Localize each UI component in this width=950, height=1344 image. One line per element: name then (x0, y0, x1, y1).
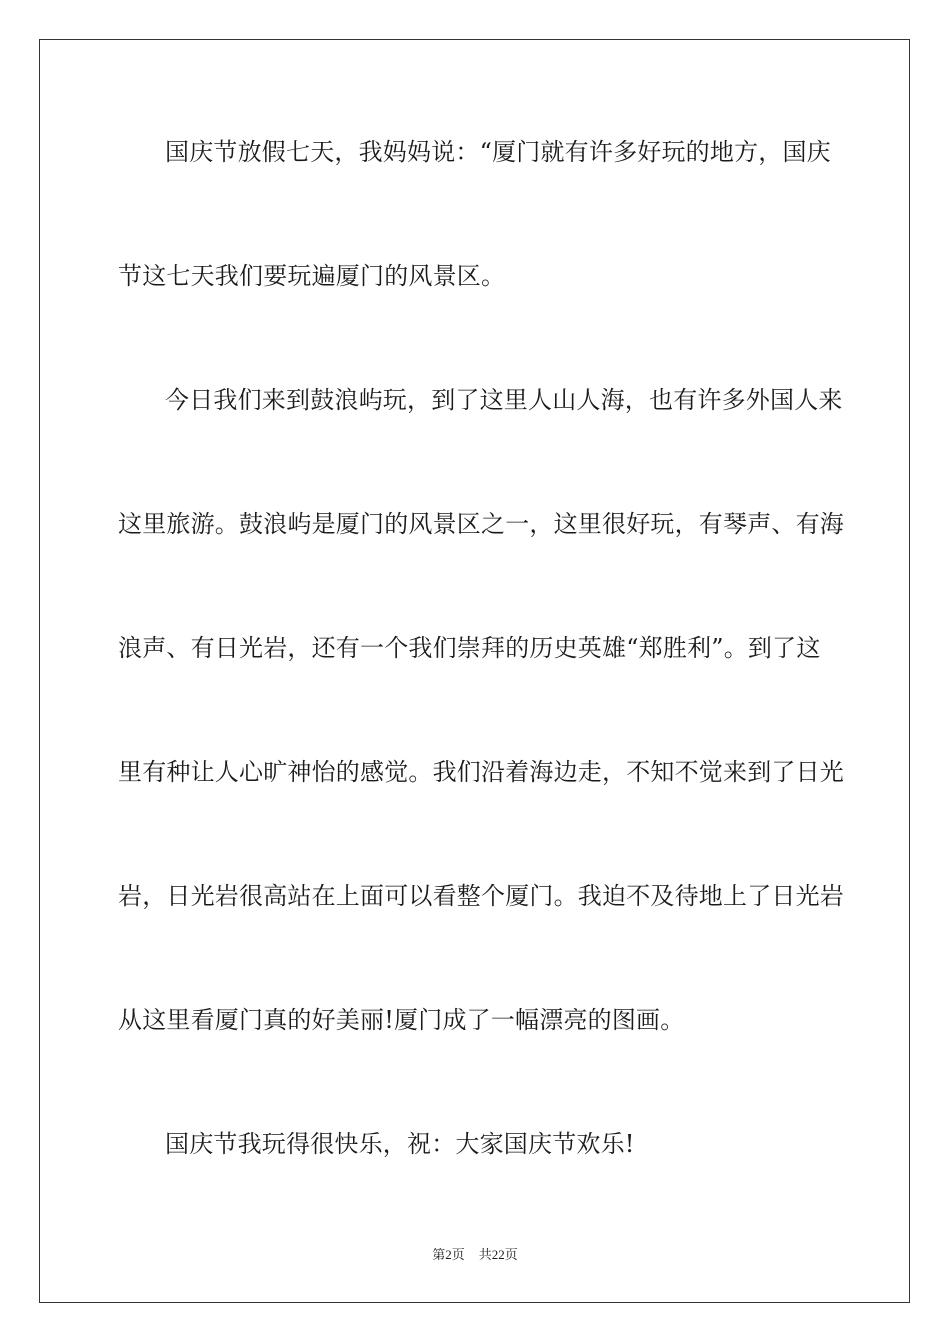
page-total: 共22页 (478, 1247, 518, 1262)
paragraph-line: 节这七天我们要玩遍厦门的风景区。 (118, 262, 506, 290)
paragraph-line: 从这里看厦门真的好美丽!厦门成了一幅漂亮的图画。 (118, 1006, 685, 1034)
page-footer (0, 1246, 950, 1264)
paragraph-line: 今日我们来到鼓浪屿玩，到了这里人山人海，也有许多外国人来 (165, 386, 843, 414)
paragraph-line: 国庆节我玩得很快乐，祝：大家国庆节欢乐! (165, 1130, 635, 1158)
paragraph-line: 这里旅游。鼓浪屿是厦门的风景区之一，这里很好玩，有琴声、有海 (118, 510, 844, 538)
page-border (39, 39, 910, 1303)
page-number: 第2页 (432, 1247, 465, 1262)
paragraph-line: 国庆节放假七天，我妈妈说：“厦门就有许多好玩的地方，国庆 (165, 138, 831, 166)
paragraph-line: 浪声、有日光岩，还有一个我们崇拜的历史英雄“郑胜利”。到了这 (118, 634, 821, 662)
paragraph-line: 里有种让人心旷神怡的感觉。我们沿着海边走，不知不觉来到了日光 (118, 758, 844, 786)
paragraph-line: 岩，日光岩很高站在上面可以看整个厦门。我迫不及待地上了日光岩 (118, 882, 844, 910)
